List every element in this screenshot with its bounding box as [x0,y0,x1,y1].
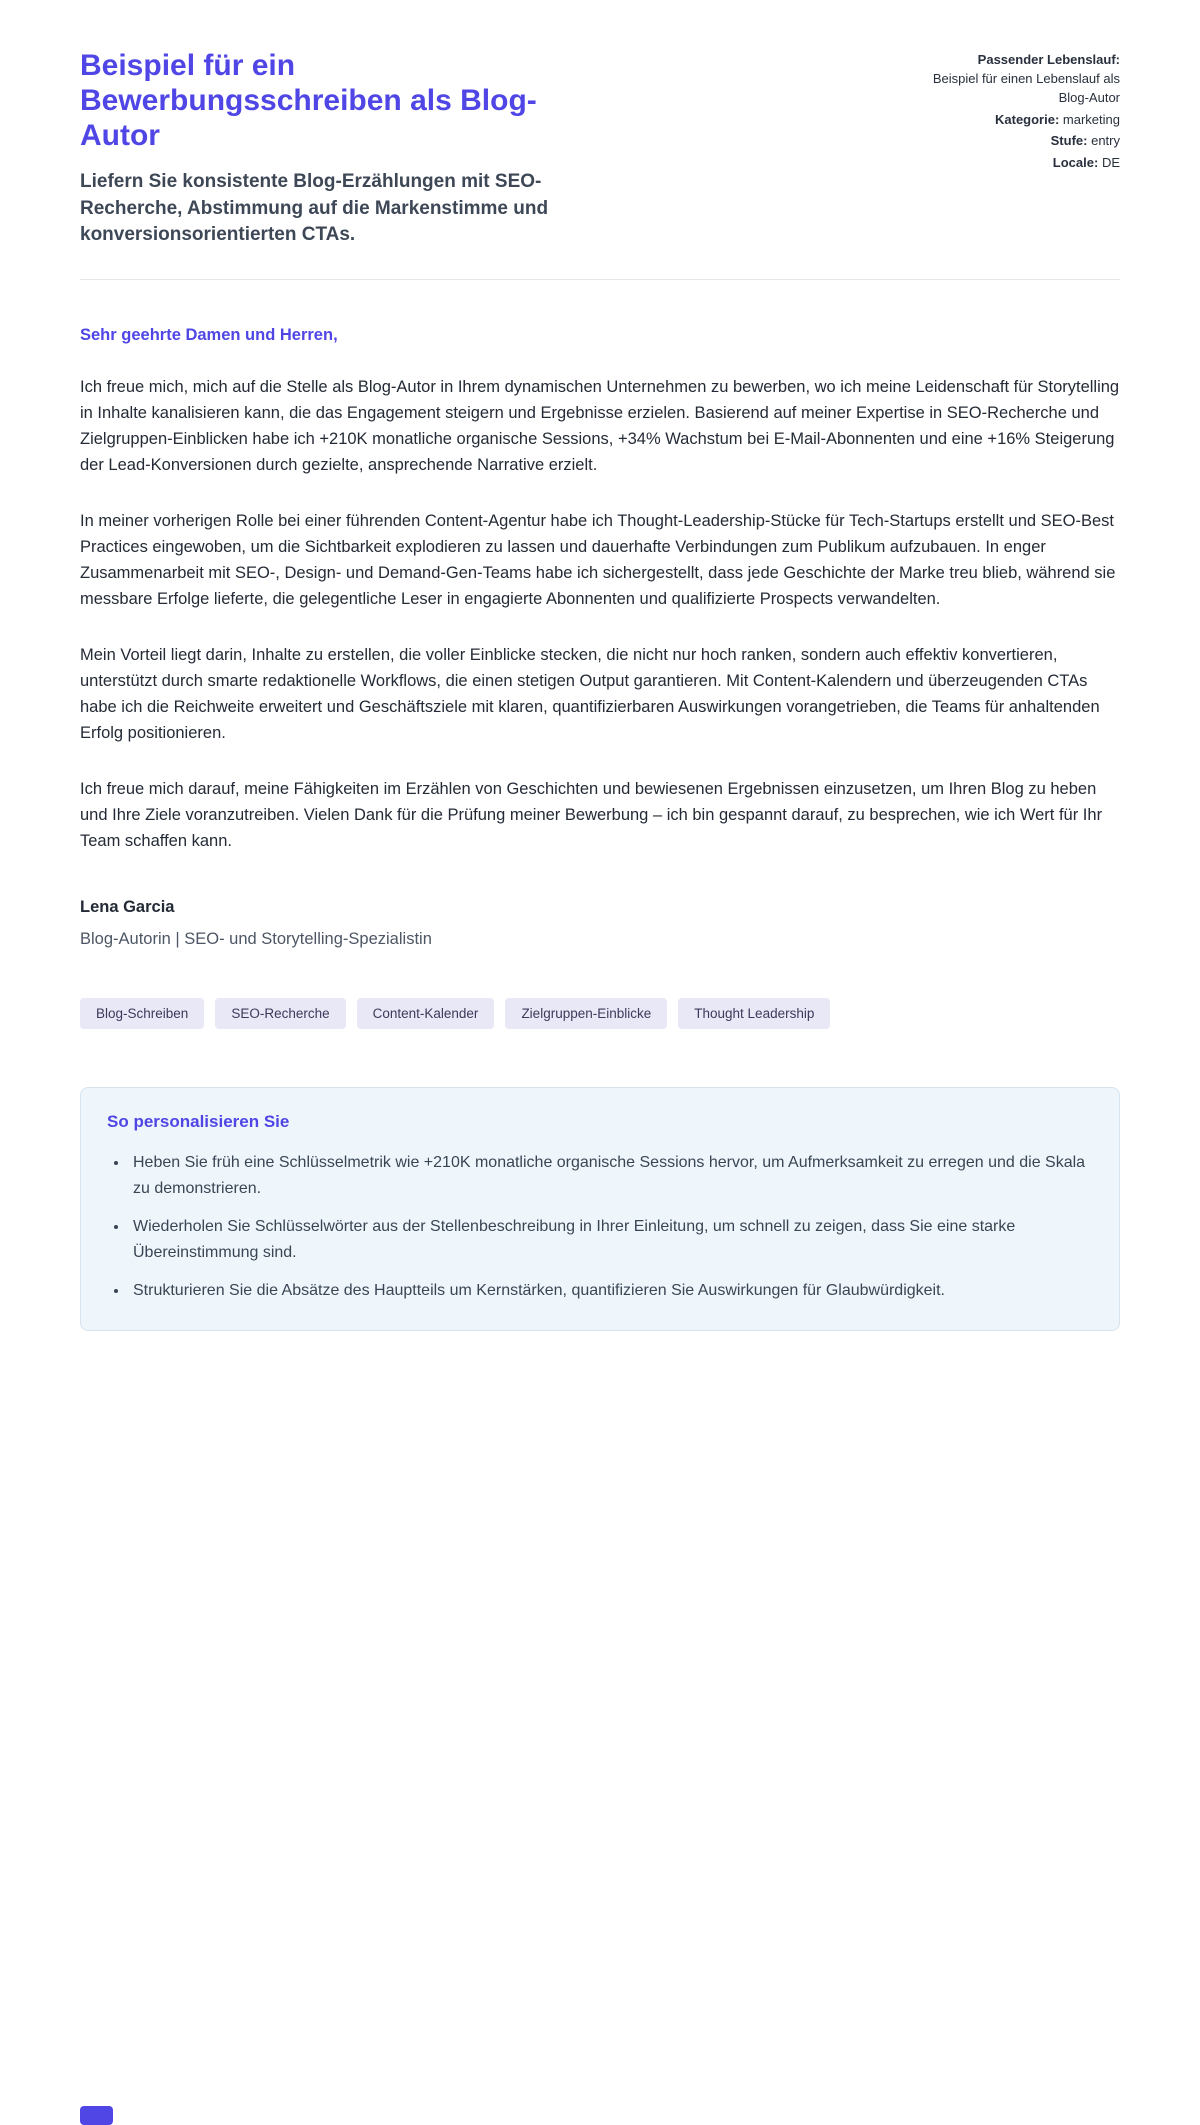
meta-level-row [920,132,1120,151]
tip-item: • Wiederholen Sie Schlüsselwörter aus der Stellenbeschreibung in Ihrer Einleitung, um schnell zu zeigen, dass Sie eine starke Übereinstimmung sind. [129,1214,1093,1266]
tip-item: • Heben Sie früh eine Schlüsselmetrik wie +210K monatliche organische Sessions hervor, um Aufmerksamkeit zu erregen und die Skala zu demonstrieren. [129,1150,1093,1202]
letter-paragraph: Mein Vorteil liegt darin, Inhalte zu erstellen, die voller Einblicke stecken, die nicht nur hoch ranken, sondern auch effektiv konvertieren, unterstützt durch smarte redaktionelle Workflows, die einen stetigen Output garantieren. Mit Content-Kalendern und überzeugenden CTAs habe ich die Reichweite erweitert und Geschäftsziele mit klaren, quantifizierbaren Auswirkungen vorangetrieben, die Teams für anhaltenden Erfolg positionieren. [80,646,1100,743]
header-divider [80,279,1120,280]
page-header [80,48,1120,249]
meta-locale-value: DE [1101,155,1120,171]
tag-seo-recherche: SEO-Recherche [215,998,345,1029]
meta-locale-label: Locale: [1052,155,1099,171]
tag-content-kalender: Content-Kalender [357,998,495,1029]
meta-level-value: entry [1091,133,1120,149]
meta-category-row [920,111,1120,130]
signature-name: Lena Garcia [80,898,175,917]
meta-panel [920,48,1120,173]
tag-thought-leadership: Thought Leadership [678,998,830,1029]
personalization-tips-box [80,1087,1120,1331]
tag-zielgruppen-einblicke: Zielgruppen-Einblicke [505,998,667,1029]
page-subtitle: Liefern Sie konsistente Blog-Erzählungen mit SEO-Recherche, Abstimmung auf die Markenstimme und konversionsorientierten CTAs. [80,171,549,246]
tips-list [107,1150,1093,1304]
meta-resume-label: Passender Lebenslauf: [977,52,1120,67]
meta-resume-row [920,51,1120,108]
header-title-block [80,48,920,249]
letter-paragraph: Ich freue mich, mich auf die Stelle als Blog-Autor in Ihrem dynamischen Unternehmen zu bewerben, wo ich meine Leidenschaft für Storytelling in Inhalte kanalisieren kann, die das Engagement steigern und Ergebnisse erzielen. Basierend auf meiner Expertise in SEO-Recherche und Zielgruppen-Einblicken habe ich +210K monatliche organische Sessions, +34% Wachstum bei E-Mail-Abonnenten und eine +16% Steigerung der Lead-Konversionen durch gezielte, ansprechende Narrative erzielt. [80,378,1120,475]
tip-item: • Strukturieren Sie die Absätze des Hauptteils um Kernstärken, quantifizieren Sie Auswirkungen für Glaubwürdigkeit. [129,1278,1093,1304]
meta-category-label: Kategorie: [995,111,1060,127]
skill-tags [80,998,1120,1029]
letter-paragraph: In meiner vorherigen Rolle bei einer führenden Content-Agentur habe ich Thought-Leadership-Stücke für Tech-Startups erstellt und SEO-Best Practices eingewoben, um die Sichtbarkeit explodieren zu lassen und dauerhafte Verbindungen zum Publikum aufzubauen. In enger Zusammenarbeit mit SEO-, Design- und Demand-Gen-Teams habe ich sichergestellt, dass jede Geschichte der Marke treu blieb, während sie messbare Erfolge lieferte, die gelegentliche Leser in engagierte Abonnenten und qualifizierte Prospects verwandelten. [80,512,1116,609]
tag-blog-schreiben: Blog-Schreiben [80,998,204,1029]
letter-greeting: Sehr geehrte Damen und Herren, [80,326,338,345]
letter-paragraph: Ich freue mich darauf, meine Fähigkeiten im Erzählen von Geschichten und bewiesenen Ergebnissen einzusetzen, um Ihren Blog zu heben und Ihre Ziele voranzutreiben. Vielen Dank für die Prüfung meiner Bewerbung – ich bin gespannt darauf, zu besprechen, wie ich Wert für Ihr Team schaffen kann. [80,780,1103,851]
signature-role: Blog-Autorin | SEO- und Storytelling-Spezialistin [80,930,432,949]
meta-category-value: marketing [1062,111,1120,127]
letter-body [80,322,1120,952]
meta-resume-link[interactable]: Beispiel für einen Lebenslauf als Blog-Autor [932,70,1120,105]
page-title: Beispiel für ein Bewerbungsschreiben als Blog-Autor [80,49,537,153]
tips-title: So personalisieren Sie [107,1112,290,1132]
meta-level-label: Stufe: [1050,133,1088,149]
partial-bottom-button[interactable] [80,2106,113,2125]
meta-locale-row [920,154,1120,173]
